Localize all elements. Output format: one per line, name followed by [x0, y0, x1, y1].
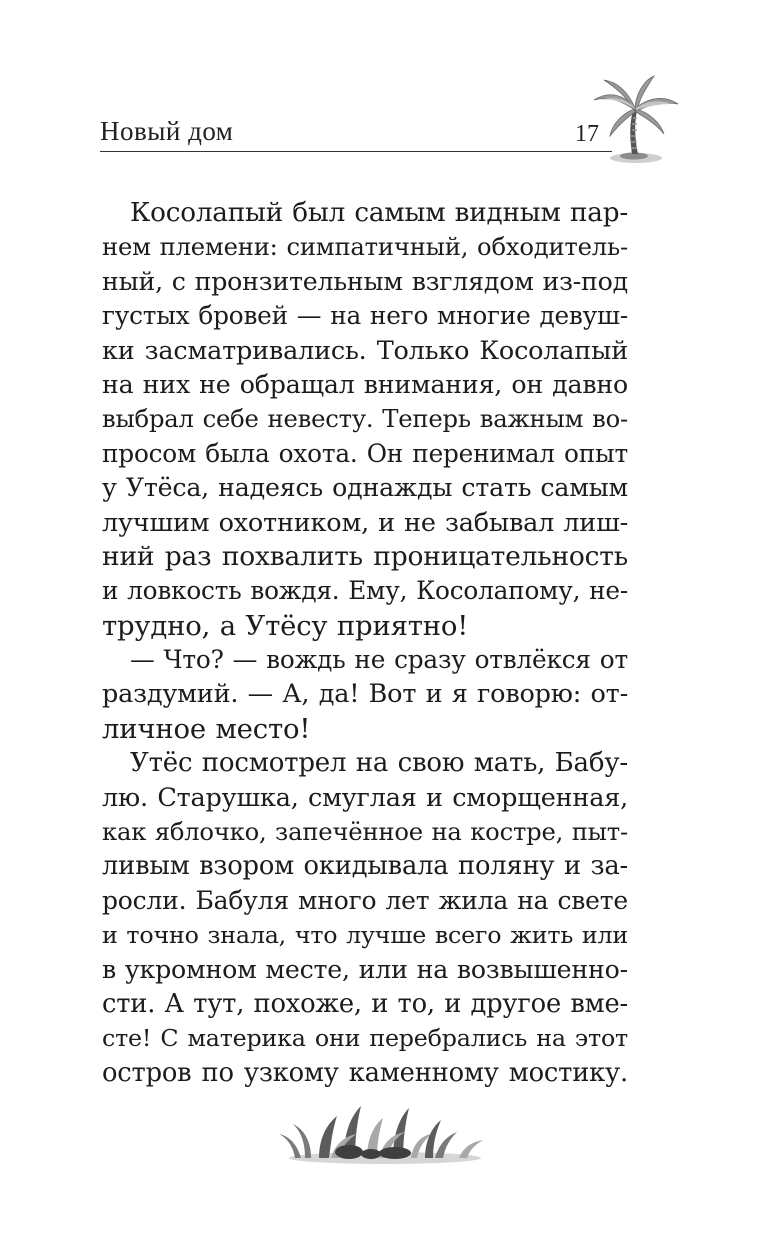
text-line: как яблочко, запечённое на костре, пыт-: [102, 817, 628, 847]
text-line: трудно, а Утёсу приятно!: [102, 609, 469, 642]
text-line: выбрал себе невесту. Теперь важным во-: [102, 404, 628, 434]
text-line: росли. Бабуля много лет жила на свете: [102, 885, 628, 915]
text-line: — Что? — вождь не сразу отвлёкся от: [130, 645, 628, 675]
text-line: нем племени: симпатичный, обходитель-: [102, 232, 628, 262]
text-line: лю. Старушка, смуглая и сморщенная,: [102, 782, 628, 813]
text-line: Утёс посмотрел на свою мать, Бабу-: [130, 748, 628, 779]
running-title: Новый дом: [100, 116, 234, 146]
text-line: сте! С материка они перебрались на этот: [102, 1024, 628, 1053]
text-line: ливым взором окидывала поляну и за-: [102, 851, 628, 882]
body-text: [102, 196, 628, 1090]
text-line: просом была охота. Он перенимал опыт: [102, 438, 628, 468]
text-line: сти. А тут, похоже, и то, и другое вме-: [102, 988, 628, 1019]
text-line: ный, с пронзительным взглядом из-под: [102, 266, 629, 296]
text-line: на них не обращал внимания, он давно: [102, 369, 628, 399]
text-line: густых бровей — на него многие девуш-: [102, 301, 628, 331]
page-number: 17: [575, 121, 599, 147]
text-line: и точно знала, что лучше всего жить или: [102, 921, 628, 950]
text-line: раздумий. — А, да! Вот и я говорю: от-: [102, 679, 628, 710]
text-line: ки засматривались. Только Косолапый: [102, 335, 628, 366]
page-header: [0, 0, 768, 170]
header-rule: [100, 151, 612, 152]
text-line: ний раз похвалить проницательность: [102, 540, 628, 572]
text-line: и ловкость вождя. Ему, Косолапому, не-: [102, 576, 628, 606]
text-line: остров по узкому каменному мостику.: [102, 1057, 628, 1088]
palm-tree-icon: [588, 74, 680, 166]
text-line: лучшим охотником, и не забывал лиш-: [102, 507, 628, 538]
text-line: Косолапый был самым видным пар-: [130, 198, 628, 228]
text-line: личное место!: [102, 712, 311, 745]
text-line: в укромном месте, или на возвышенно-: [102, 954, 629, 984]
foliage-ornament-icon: [275, 1098, 495, 1164]
text-line: у Утёса, надеясь однажды стать самым: [102, 473, 628, 503]
